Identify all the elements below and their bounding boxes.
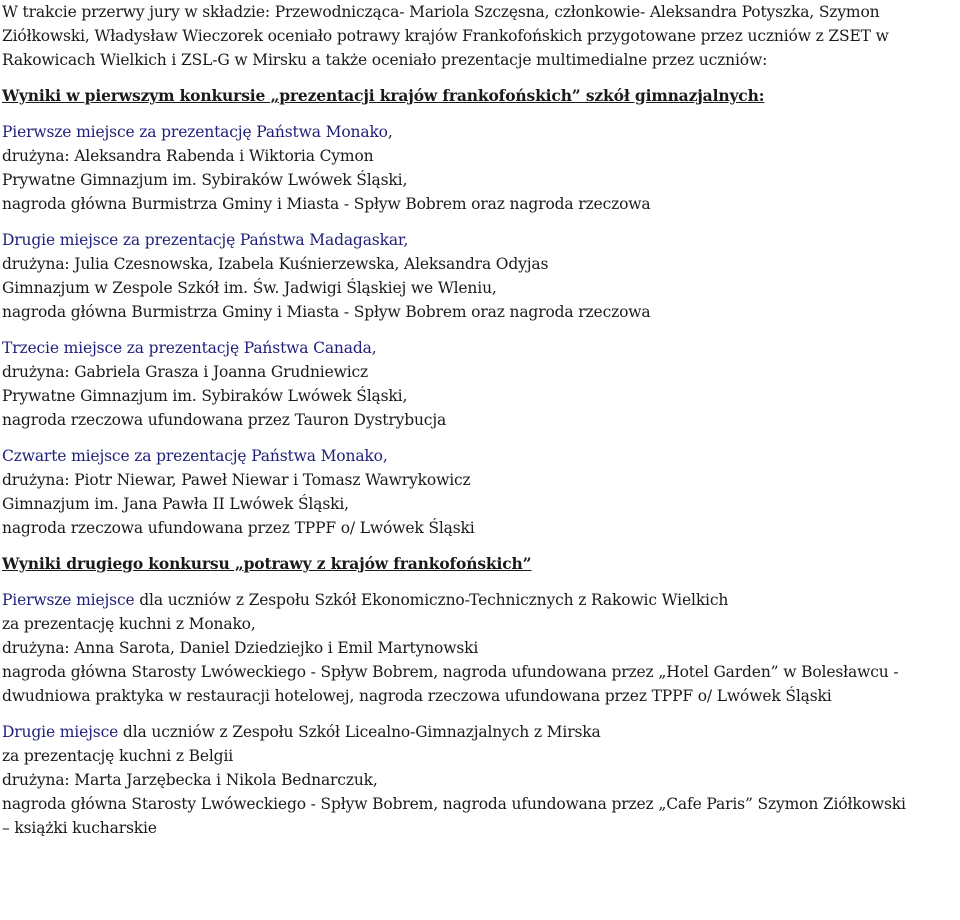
place-school: Prywatne Gimnazjum im. Sybiraków Lwówek Śląski, xyxy=(2,171,408,189)
place-title: Trzecie miejsce za prezentację Państwa Canada, xyxy=(2,339,377,357)
contest2-place-2 xyxy=(2,720,960,840)
intro-paragraph xyxy=(2,0,960,72)
place-for: za prezentację kuchni z Belgii xyxy=(2,747,234,765)
place-prize: nagroda główna Starosty Lwóweckiego - Spływ Bobrem, nagroda ufundowana przez „Cafe Paris” Szymon Ziółkowski xyxy=(2,795,906,813)
place-team: drużyna: Gabriela Grasza i Joanna Grudniewicz xyxy=(2,363,369,381)
place-for: za prezentację kuchni z Monako, xyxy=(2,615,256,633)
place-title: Drugie miejsce xyxy=(2,723,119,741)
contest1-place-2 xyxy=(2,228,960,324)
place-prize: nagroda rzeczowa ufundowana przez Tauron Dystrybucja xyxy=(2,411,447,429)
place-school: Gimnazjum w Zespole Szkół im. Św. Jadwigi Śląskiej we Wleniu, xyxy=(2,279,497,297)
contest1-place-3 xyxy=(2,336,960,432)
intro-line: Rakowicach Wielkich i ZSL-G w Mirsku a także oceniało prezentacje multimedialne przez uczniów: xyxy=(2,51,768,69)
place-title: Czwarte miejsce za prezentację Państwa Monako, xyxy=(2,447,388,465)
contest2-heading: Wyniki drugiego konkursu „potrawy z krajów frankofońskich” xyxy=(2,554,532,573)
place-prize: nagroda rzeczowa ufundowana przez TPPF o/ Lwówek Śląski xyxy=(2,519,475,537)
place-school: Prywatne Gimnazjum im. Sybiraków Lwówek Śląski, xyxy=(2,387,408,405)
place-team: drużyna: Aleksandra Rabenda i Wiktoria Cymon xyxy=(2,147,374,165)
place-team: drużyna: Marta Jarzębecka i Nikola Bednarczuk, xyxy=(2,771,378,789)
intro-line: W trakcie przerwy jury w składzie: Przewodnicząca- Mariola Szczęsna, członkowie- Aleksandra Potyszka, Szymon xyxy=(2,3,880,21)
intro-line: Ziółkowski, Władysław Wieczorek oceniało potrawy krajów Frankofońskich przygotowane przez uczniów z ZSET w xyxy=(2,27,889,45)
contest2-place-1 xyxy=(2,588,960,708)
contest1-heading: Wyniki w pierwszym konkursie „prezentacji krajów frankofońskich” szkół gimnazjalnych: xyxy=(2,86,765,105)
contest1-place-1 xyxy=(2,120,960,216)
place-team: drużyna: Julia Czesnowska, Izabela Kuśnierzewska, Aleksandra Odyjas xyxy=(2,255,549,273)
place-title-rest: dla uczniów z Zespołu Szkół Licealno-Gimnazjalnych z Mirska xyxy=(118,723,601,741)
place-title: Pierwsze miejsce za prezentację Państwa Monako xyxy=(2,123,388,141)
place-prize: nagroda główna Burmistrza Gminy i Miasta - Spływ Bobrem oraz nagroda rzeczowa xyxy=(2,303,651,321)
place-title: Drugie miejsce za prezentację Państwa Madagaskar, xyxy=(2,231,409,249)
place-title-rest: dla uczniów z Zespołu Szkół Ekonomiczno-Technicznych z Rakowic Wielkich xyxy=(134,591,729,609)
contest1-place-4 xyxy=(2,444,960,540)
place-prize-cont: dwudniowa praktyka w restauracji hotelowej, nagroda rzeczowa ufundowana przez TPPF o/ Lwówek Śląski xyxy=(2,687,832,705)
place-title: Pierwsze miejsce xyxy=(2,591,135,609)
place-prize: nagroda główna Burmistrza Gminy i Miasta - Spływ Bobrem oraz nagroda rzeczowa xyxy=(2,195,651,213)
place-team: drużyna: Piotr Niewar, Paweł Niewar i Tomasz Wawrykowicz xyxy=(2,471,471,489)
place-title-suffix: , xyxy=(387,123,393,141)
place-prize-cont: – książki kucharskie xyxy=(2,819,157,837)
place-prize: nagroda główna Starosty Lwóweckiego - Spływ Bobrem, nagroda ufundowana przez „Hotel Garden” w Bolesławcu - xyxy=(2,663,899,681)
place-team: drużyna: Anna Sarota, Daniel Dziedziejko i Emil Martynowski xyxy=(2,639,479,657)
place-school: Gimnazjum im. Jana Pawła II Lwówek Śląski, xyxy=(2,495,349,513)
